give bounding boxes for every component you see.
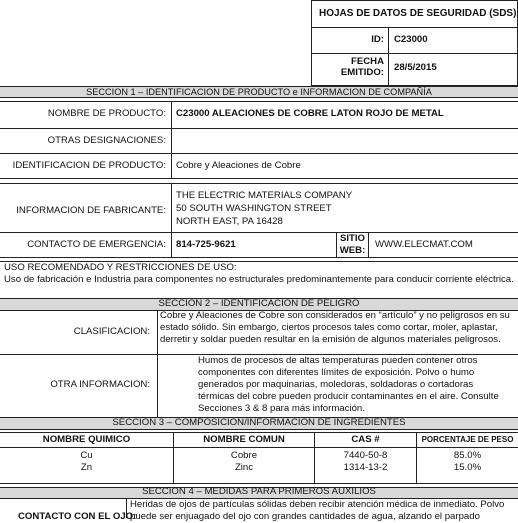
manufacturer-label: INFORMACION DE FABRICANTE:	[16, 205, 166, 216]
divider	[0, 483, 518, 484]
table-cell: Cu	[80, 450, 93, 461]
divider	[0, 101, 518, 102]
table-cell: 15.0%	[453, 462, 482, 473]
divider	[0, 128, 518, 129]
divider	[0, 432, 518, 433]
table-cell: Zinc	[234, 462, 254, 473]
fecha-value: 28/5/2015	[394, 62, 437, 73]
table-cell: 7440-50-8	[343, 450, 388, 461]
website-link[interactable]: WWW.ELECMAT.COM	[375, 239, 473, 250]
eye-contact-text: Heridas de ojos de partículas sólidas deben recibir atención médica de inmediato. Polvo puede ser enjuagado del ojo con grandes cantidades de agua, alzando el parpado	[130, 499, 505, 522]
manufacturer-line: 50 SOUTH WASHINGTON STREET	[176, 203, 332, 214]
section-2-title: SECCION 2 – IDENTIFICACION DE PELIGRO	[158, 298, 360, 309]
section-4-title: SECCION 4 – MEDIDAS PARA PRIMEROS AUXILIOS	[142, 486, 376, 497]
divider	[368, 232, 369, 257]
id-label: ID:	[371, 34, 384, 45]
col-header: NOMBRE QUIMICO	[42, 434, 131, 445]
website-label: SITIO	[339, 233, 366, 244]
fecha-label-2: EMITIDO:	[340, 67, 384, 78]
divider	[171, 183, 172, 257]
divider	[171, 101, 172, 178]
product-id-label: IDENTIFICACION DE PRODUCTO:	[12, 160, 166, 171]
divider	[0, 153, 518, 154]
table-cell: 1314-13-2	[343, 462, 388, 473]
section-3-title: SECCION 3 – COMPOSICION/INFORMACION DE INGREDIENTES	[112, 417, 406, 428]
divider	[0, 97, 518, 98]
divider	[0, 178, 518, 179]
product-name-value: C23000 ALEACIONES DE COBRE LATON ROJO DE METAL	[176, 108, 444, 119]
manufacturer-line: NORTH EAST, PA 16428	[176, 216, 283, 227]
other-info-label: OTRA INFORMACION:	[50, 379, 150, 390]
product-id-value: Cobre y Aleaciones de Cobre	[176, 160, 301, 171]
col-header: CAS #	[351, 434, 380, 445]
document-title: HOJAS DE DATOS DE SEGURIDAD (SDS)	[319, 8, 517, 19]
divider	[0, 447, 518, 448]
divider	[311, 27, 518, 28]
emergency-label: CONTACTO DE EMERGENCIA:	[27, 239, 166, 250]
use-text: Uso de fabricación e Industria para componentes no estructurales predominantemente para conducir corriente eléctrica.	[4, 274, 514, 285]
divider	[0, 183, 518, 184]
website-label-2: WEB:	[339, 245, 366, 256]
emergency-phone: 814-725-9621	[176, 239, 236, 250]
divider	[0, 257, 518, 258]
eye-contact-label: CONTACTO CON EL OJO:	[18, 511, 137, 522]
id-value: C23000	[394, 34, 428, 45]
divider	[388, 27, 389, 86]
section-1-title: SECCION 1 – IDENTIFICACION DE PRODUCTO e INFORMACION DE COMPAÑÍA	[86, 87, 432, 97]
classification-label: CLASIFICACION:	[73, 326, 150, 337]
table-cell: Zn	[80, 462, 93, 473]
col-header: NOMBRE COMUN	[203, 434, 285, 445]
fecha-label: FECHA	[350, 56, 384, 67]
product-name-label: NOMBRE DE PRODUCTO:	[47, 108, 166, 119]
table-cell: Cobre	[230, 450, 258, 461]
use-title: USO RECOMENDADO Y RESTRICCIONES DE USO:	[4, 262, 237, 273]
divider	[157, 310, 158, 417]
other-info-text: Humos de procesos de altas temperaturas pueden contener otros componentes con diferentes límites de exposición. Polvo o humo generados por maquinarias, moledoras, soldadoras o cortadoras térmicas del cobre pueden producir contaminantes en el aire. Consulte Secciones 3 & 8 para más información.	[198, 355, 499, 414]
other-designations-label: OTRAS DESIGNACIONES:	[47, 135, 166, 146]
divider	[0, 232, 518, 233]
classification-text: Cobre y Aleaciones de Cobre son considerados en “artículo” y no peligrosos en su estado sólido. Sin embargo, ciertos procesos tales como cortar, moler, aplastar, derretir y soldar pueden resultar en la emisión de algunos materiales peligrosos.	[160, 310, 510, 345]
table-cell: 85.0%	[453, 450, 482, 461]
manufacturer-line: THE ELECTRIC MATERIALS COMPANY	[176, 190, 353, 201]
divider	[311, 53, 518, 54]
divider	[0, 429, 518, 430]
col-header: PORCENTAJE DE PESO	[421, 435, 514, 444]
